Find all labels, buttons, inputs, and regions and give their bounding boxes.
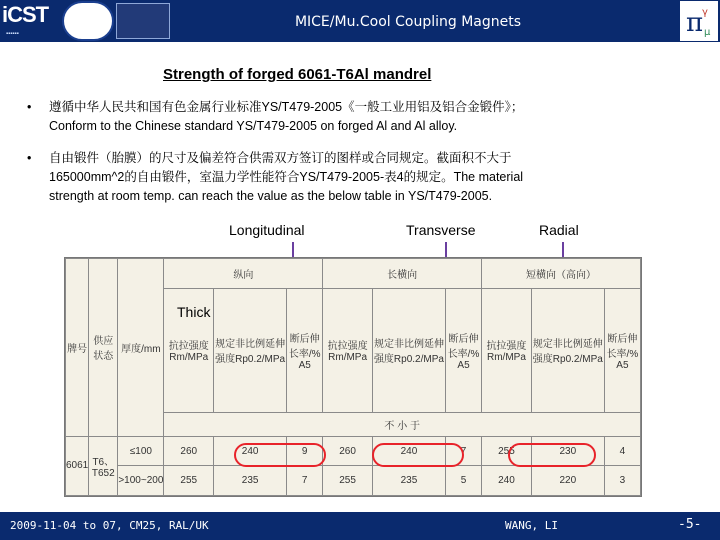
col-yield: 规定非比例延伸强度Rp0.2/MPa bbox=[531, 288, 604, 412]
value-cell: 235 bbox=[214, 466, 287, 496]
svg-text:γ: γ bbox=[702, 7, 708, 18]
footer-author: WANG, LI bbox=[505, 519, 558, 532]
col-elongation: 断后伸长率/% A5 bbox=[604, 288, 640, 412]
value-cell: 235 bbox=[372, 466, 445, 496]
value-cell: 260 bbox=[164, 436, 214, 466]
value-cell: 220 bbox=[531, 466, 604, 496]
bullet-2-chinese-line2: 165000mm^2的自由锻件，室温力学性能符合YS/T479-2005-表4的规定。The material bbox=[49, 170, 524, 184]
value-cell: 3 bbox=[604, 466, 640, 496]
header-grade: 牌号 bbox=[66, 259, 89, 437]
col-elongation: 断后伸长率/% A5 bbox=[287, 288, 323, 412]
value-cell: 240 bbox=[482, 466, 532, 496]
value-cell: 260 bbox=[323, 436, 373, 466]
header-title: MICE/Mu.Cool Coupling Magnets bbox=[294, 14, 522, 30]
min-label: 不 小 于 bbox=[164, 412, 641, 436]
col-tensile: 抗拉强度Rm/MPa bbox=[482, 288, 532, 412]
bullet-dot-icon: • bbox=[27, 151, 32, 165]
value-cell: 255 bbox=[482, 436, 532, 466]
group-short-transverse: 短横向（高向） bbox=[482, 259, 641, 289]
col-yield: 规定非比例延伸强度Rp0.2/MPa bbox=[214, 288, 287, 412]
label-longitudinal: Longitudinal bbox=[229, 222, 305, 238]
value-cell: 5 bbox=[445, 466, 481, 496]
label-thick: Thick bbox=[177, 304, 211, 320]
table-row bbox=[66, 466, 641, 496]
value-cell: 240 bbox=[214, 436, 287, 466]
highlight-ring-radial bbox=[508, 443, 596, 467]
footer-date-venue: 2009-11-04 to 07, CM25, RAL/UK bbox=[10, 519, 209, 532]
university-seal-icon bbox=[62, 1, 114, 41]
bullet-1-english: Conform to the Chinese standard YS/T479-2005 on forged Al and Al alloy. bbox=[49, 119, 458, 133]
building-photo-icon bbox=[116, 3, 170, 39]
bullet-dot-icon: • bbox=[27, 100, 32, 114]
group-long-transverse: 长横向 bbox=[323, 259, 482, 289]
bullet-2-chinese-line1: 自由锻件（胎膜）的尺寸及偏差符合供需双方签订的图样或合同规定。截面积不大于 bbox=[49, 151, 512, 165]
icst-logo-text: iCST bbox=[2, 2, 49, 27]
header-bar bbox=[0, 0, 720, 44]
header-temper: 供应状态 bbox=[89, 259, 118, 437]
thickness-cell: >100~200 bbox=[118, 466, 164, 496]
col-tensile: 抗拉强度Rm/MPa bbox=[164, 288, 214, 412]
highlight-ring-transverse bbox=[372, 443, 464, 467]
col-elongation: 断后伸长率/% A5 bbox=[445, 288, 481, 412]
mice-logo-icon bbox=[680, 1, 718, 41]
label-transverse: Transverse bbox=[406, 222, 476, 238]
value-cell: 255 bbox=[164, 466, 214, 496]
value-cell: 230 bbox=[531, 436, 604, 466]
icst-logo bbox=[0, 0, 60, 42]
bullet-2-english: strength at room temp. can reach the value as the below table in YS/T479-2005. bbox=[49, 189, 493, 203]
slide-title: Strength of forged 6061-T6Al mandrel bbox=[163, 66, 432, 83]
temper-cell: T6、T652 bbox=[89, 436, 118, 495]
icst-logo-subtext: ▪▪▪▪▪▪ bbox=[6, 31, 19, 37]
col-tensile: 抗拉强度Rm/MPa bbox=[323, 288, 373, 412]
bullet-1-chinese: 遵循中华人民共和国有色金属行业标准YS/T479-2005《一般工业用铝及铝合金锻件》； bbox=[49, 100, 524, 114]
value-cell: 9 bbox=[287, 436, 323, 466]
value-cell: 7 bbox=[445, 436, 481, 466]
group-longitudinal: 纵向 bbox=[164, 259, 323, 289]
value-cell: 240 bbox=[372, 436, 445, 466]
svg-text:π: π bbox=[686, 8, 704, 38]
thickness-cell: ≤100 bbox=[118, 436, 164, 466]
header-thickness: 厚度/mm bbox=[118, 259, 164, 437]
value-cell: 255 bbox=[323, 466, 373, 496]
col-yield: 规定非比例延伸强度Rp0.2/MPa bbox=[372, 288, 445, 412]
footer-page-number: -5- bbox=[678, 517, 702, 532]
alloy-cell: 6061 bbox=[66, 436, 89, 495]
label-radial: Radial bbox=[539, 222, 579, 238]
highlight-ring-longitudinal bbox=[234, 443, 326, 467]
footer-bar bbox=[0, 512, 720, 540]
value-cell: 4 bbox=[604, 436, 640, 466]
value-cell: 7 bbox=[287, 466, 323, 496]
svg-text:μ: μ bbox=[704, 27, 711, 38]
